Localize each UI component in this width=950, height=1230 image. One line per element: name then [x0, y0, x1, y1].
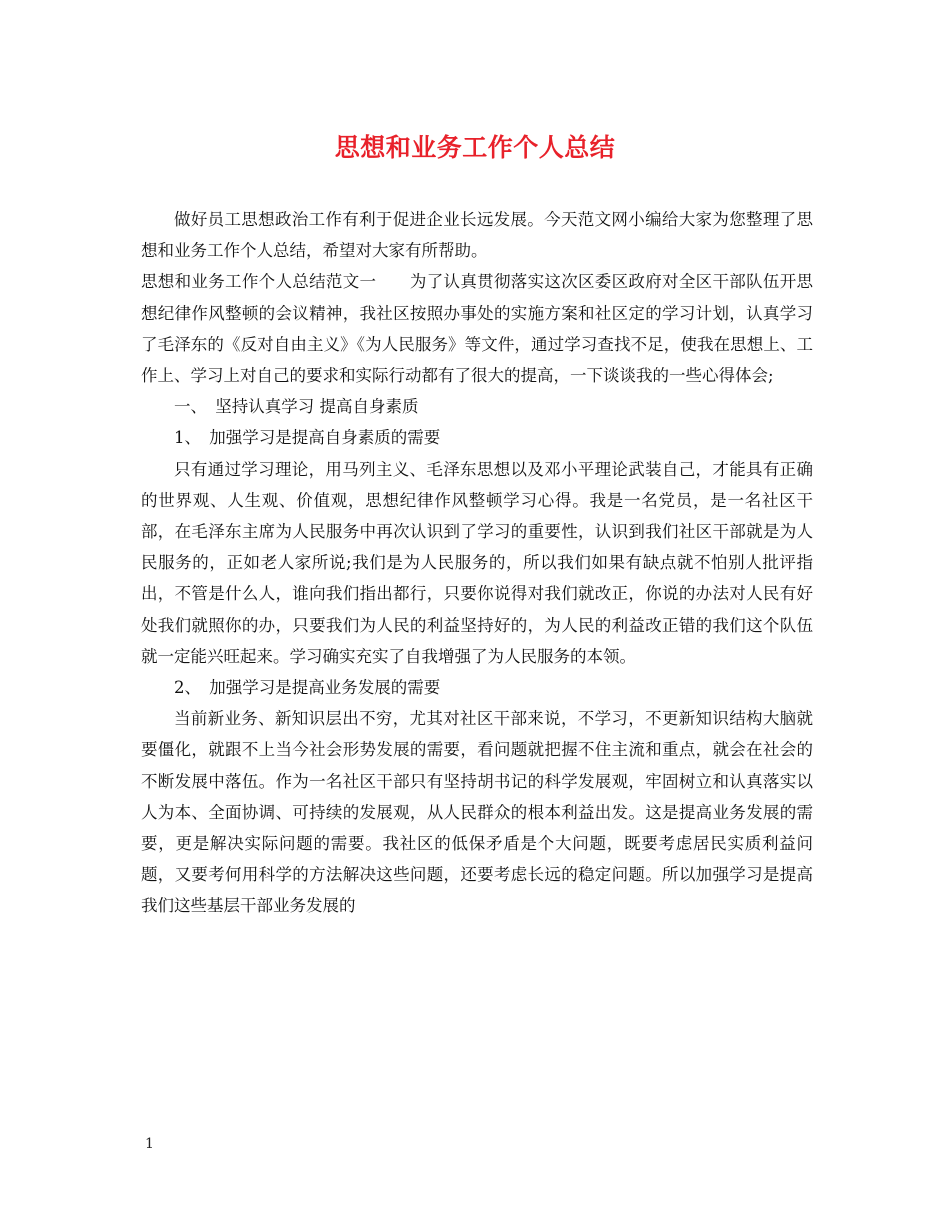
sample-one-paragraph: 思想和业务工作个人总结范文一 为了认真贯彻落实这次区委区政府对全区干部队伍开思想纪律作风整顿的会议精神，我社区按照办事处的实施方案和社区定的学习计划，认真学习了毛泽东的《反对自由主义》《为人民服务》等文件，通过学习查找不足，使我在思想上、工作上、学习上对自己的要求和实际行动都有了很大的提高，一下谈谈我的一些心得体会;: [141, 272, 813, 386]
document-title: 思想和业务工作个人总结: [334, 133, 616, 162]
subsection-heading-one: 1、 加强学习是提高自身素质的需要: [174, 428, 441, 448]
section-heading-one: 一、 坚持认真学习 提高自身素质: [174, 397, 419, 417]
body-paragraph-one: 只有通过学习理论，用马列主义、毛泽东思想以及邓小平理论武装自己，才能具有正确的世界观、人生观、价值观，思想纪律作风整顿学习心得。我是一名党员，是一名社区干部，在毛泽东主席为人民服务中再次认识到了学习的重要性，认识到我们社区干部就是为人民服务的，正如老人家所说;我们是为人民服务的，所以我们如果有缺点就不怕别人批评指出，不管是什么人，谁向我们指出都行，只要你说得对我们就改正，你说的办法对人民有好处我们就照你的办，只要我们为人民的利益坚持好的，为人民的利益改正错的我们这个队伍就一定能兴旺起来。学习确实充实了自我增强了为人民服务的本领。: [141, 459, 813, 666]
page-number: 1: [145, 1136, 154, 1152]
document-body: [141, 204, 813, 922]
subsection-heading-two: 2、 加强学习是提高业务发展的需要: [174, 678, 441, 698]
body-paragraph-two: 当前新业务、新知识层出不穷，尤其对社区干部来说，不学习，不更新知识结构大脑就要僵化，就跟不上当今社会形势发展的需要，看问题就把握不住主流和重点，就会在社会的不断发展中落伍。作为一名社区干部只有坚持胡书记的科学发展观，牢固树立和认真落实以人为本、全面协调、可持续的发展观，从人民群众的根本利益出发。这是提高业务发展的需要，更是解决实际问题的需要。我社区的低保矛盾是个大问题，既要考虑居民实质利益问题，又要考何用科学的方法解决这些问题，还要考虑长远的稳定问题。所以加强学习是提高我们这些基层干部业务发展的: [141, 709, 813, 916]
intro-paragraph: 做好员工思想政治工作有利于促进企业长远发展。今天范文网小编给大家为您整理了思想和业务工作个人总结，希望对大家有所帮助。: [141, 210, 813, 261]
